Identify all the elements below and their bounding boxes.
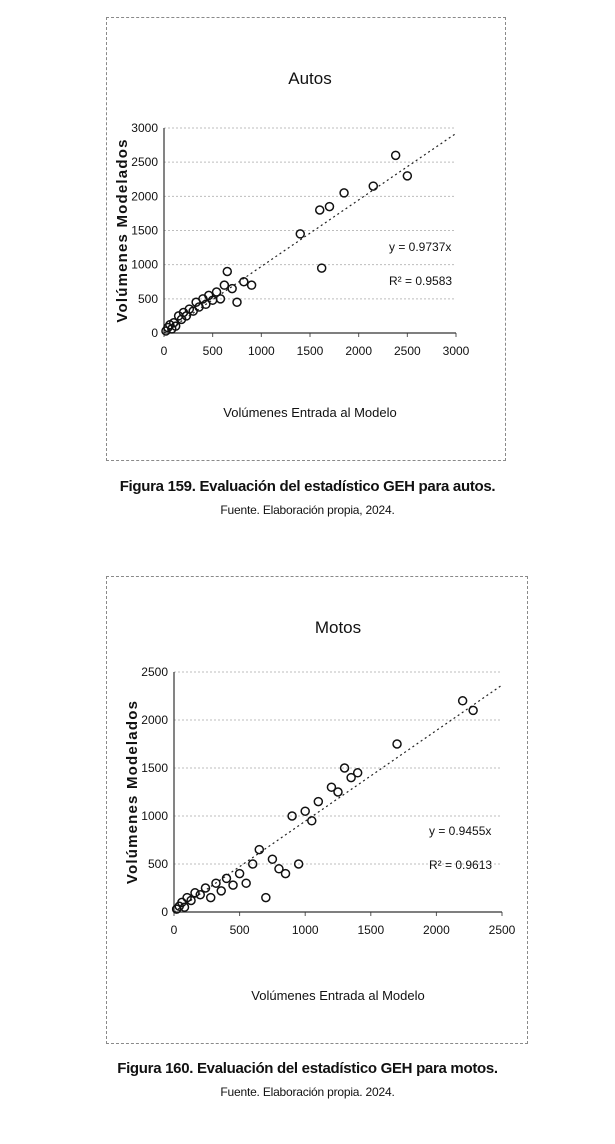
- data-point: [233, 298, 241, 306]
- y-tick-label: 2000: [131, 189, 158, 204]
- y-axis-label: Volúmenes Modelados: [114, 138, 131, 323]
- trendline-equation: y = 0.9737x: [389, 240, 452, 254]
- data-point: [369, 182, 377, 190]
- data-point: [459, 697, 467, 705]
- x-tick-label: 2500: [488, 923, 516, 937]
- x-tick-label: 500: [202, 344, 223, 358]
- data-point: [220, 281, 228, 289]
- data-point: [308, 817, 316, 825]
- data-point: [223, 268, 231, 276]
- figure-159-title: Figura 159. Evaluación del estadístico GEH para autos.: [119, 478, 496, 495]
- figure-159-source: Fuente. Elaboración propia, 2024.: [220, 503, 395, 517]
- data-point: [248, 281, 256, 289]
- data-point: [316, 206, 324, 214]
- figure-160-source: Fuente. Elaboración propia. 2024.: [220, 1085, 395, 1099]
- y-tick-label: 0: [161, 905, 168, 919]
- trendline: [164, 133, 456, 333]
- y-tick-label: 1500: [131, 223, 158, 238]
- data-point: [469, 706, 477, 714]
- data-point: [318, 264, 326, 272]
- data-point: [222, 874, 230, 882]
- y-tick-label: 2500: [141, 665, 168, 679]
- data-point: [392, 151, 400, 159]
- x-tick-label: 3000: [442, 344, 470, 358]
- x-axis-label: Volúmenes Entrada al Modelo: [251, 988, 425, 1003]
- r-squared-label: R² = 0.9613: [429, 858, 493, 872]
- y-tick-label: 500: [137, 291, 158, 306]
- chart-title: Autos: [288, 69, 332, 88]
- data-point: [301, 807, 309, 815]
- x-tick-label: 2000: [345, 344, 373, 358]
- chart-autos: [106, 17, 506, 461]
- trendline-equation: y = 0.9455x: [429, 824, 492, 838]
- data-point: [242, 879, 250, 887]
- y-tick-label: 1000: [141, 809, 168, 823]
- data-point: [207, 894, 215, 902]
- data-point: [296, 230, 304, 238]
- y-tick-label: 0: [151, 326, 158, 340]
- y-tick-label: 3000: [131, 121, 158, 135]
- caption-figure-160: [0, 1060, 615, 1099]
- figure-160-title: Figura 160. Evaluación del estadístico GEH para motos.: [117, 1060, 498, 1077]
- data-point: [393, 740, 401, 748]
- x-tick-label: 500: [229, 923, 250, 937]
- data-point: [228, 285, 236, 293]
- x-tick-label: 1500: [296, 344, 324, 358]
- data-point: [262, 894, 270, 902]
- y-axis-label: Volúmenes Modelados: [124, 699, 141, 885]
- chart-title: Motos: [314, 618, 362, 637]
- x-axis-label: Volúmenes Entrada al Modelo: [223, 405, 397, 420]
- x-tick-label: 0: [160, 344, 168, 358]
- data-point: [236, 870, 244, 878]
- y-tick-label: 1500: [141, 761, 168, 775]
- y-tick-label: 1000: [131, 257, 158, 272]
- y-tick-label: 2000: [141, 713, 168, 727]
- caption-figure-159: [0, 478, 615, 517]
- data-point: [340, 189, 348, 197]
- x-tick-label: 1000: [291, 923, 319, 937]
- data-point: [334, 788, 342, 796]
- r-squared-label: R² = 0.9583: [389, 274, 453, 288]
- data-point: [354, 769, 362, 777]
- y-tick-label: 2500: [131, 155, 158, 170]
- data-point: [229, 881, 237, 889]
- y-tick-label: 500: [147, 857, 168, 871]
- x-tick-label: 1000: [247, 344, 275, 358]
- data-point: [403, 172, 411, 180]
- x-tick-label: 0: [170, 923, 178, 937]
- x-tick-label: 1500: [357, 923, 385, 937]
- scatter-plot-motos: [107, 577, 527, 1043]
- data-point: [282, 870, 290, 878]
- data-point: [268, 855, 276, 863]
- chart-motos: [106, 576, 528, 1044]
- data-point: [191, 889, 199, 897]
- data-point: [255, 846, 263, 854]
- scatter-plot-autos: [107, 18, 505, 460]
- data-point: [217, 887, 225, 895]
- x-tick-label: 2500: [393, 344, 421, 358]
- data-point: [314, 798, 322, 806]
- data-point: [325, 203, 333, 211]
- x-tick-label: 2000: [423, 923, 450, 937]
